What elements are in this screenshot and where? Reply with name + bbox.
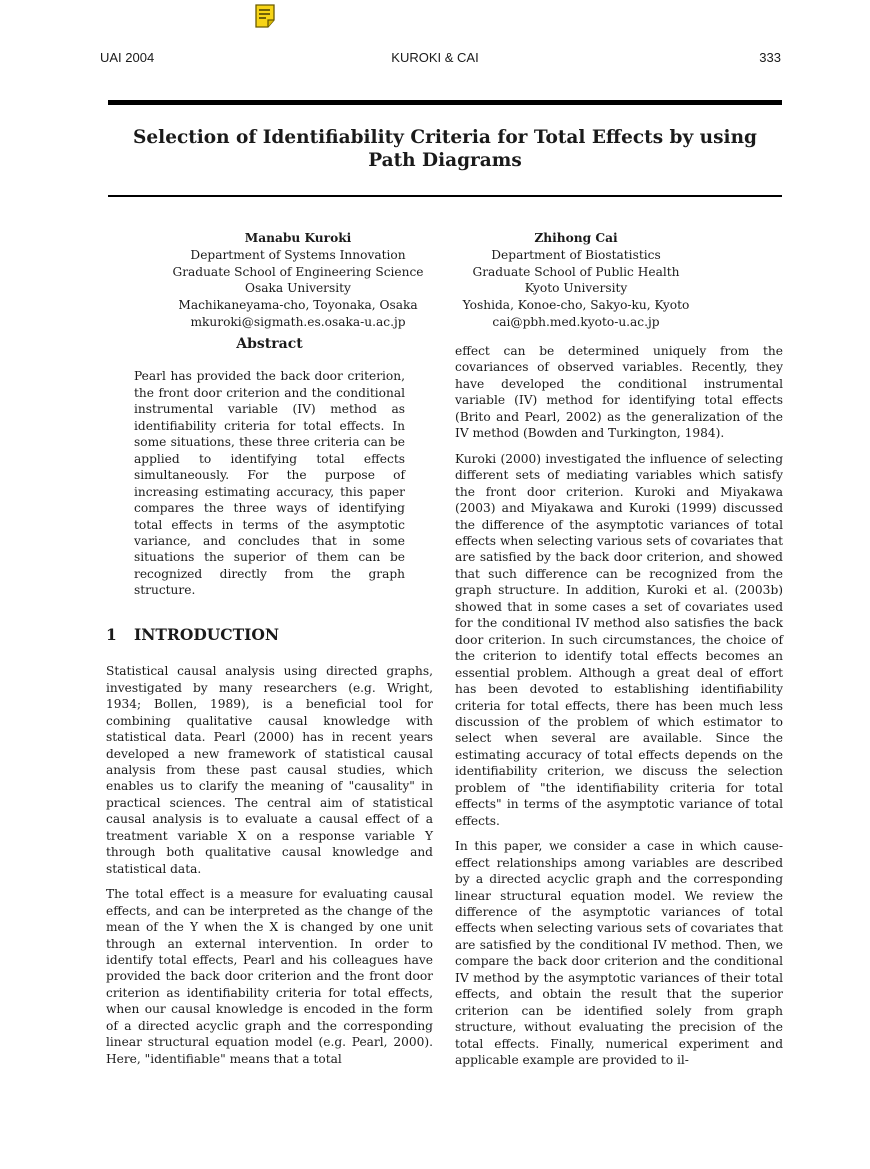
author-affiliation-line: Kyoto University	[524, 281, 628, 296]
paragraph: The total effect is a measure for evaluating causal effects, and can be interpreted as the change of the mean of the Y when the X is changed by one unit through an external intervention. In order to identify total effects, Pearl and his colleagues have provided the back door criterion and the front door criterion as identifiability criteria for total effects, when our causal knowledge is encoded in the form of a directed acyclic graph and the corresponding linear structural equation model (e.g. Pearl, 2000). Here, "identifiable" means that a total	[106, 887, 433, 1066]
author-affiliation-line: Department of Biostatistics	[491, 247, 661, 262]
author-email: mkuroki@sigmath.es.osaka-u.ac.jp	[190, 314, 406, 329]
paragraph: Statistical causal analysis using directed graphs, investigated by many researchers (e.g. Wright, 1934; Bollen, 1989), is a beneficial tool for combining qualitative causal knowledge with statistical data. Pearl (2000) has in recent years developed a new framework of statistical causal analysis from these past causal studies, which enables us to clarify the meaning of "causality" in practical sciences. The central aim of statistical causal analysis is to evaluate a causal effect of a treatment variable X on a response variable Y through both qualitative causal knowledge and statistical data.	[106, 664, 433, 876]
author-affiliation-line: Graduate School of Public Health	[472, 264, 680, 279]
paper-title: Selection of Identifiability Criteria for Total Effects by using Path Diagrams	[133, 127, 757, 171]
title-rule-top	[108, 100, 782, 105]
author-affiliation-line: Osaka University	[245, 281, 351, 296]
running-head-venue: UAI 2004	[100, 50, 155, 65]
author-affiliation-line: Machikaneyama-cho, Toyonaka, Osaka	[178, 298, 418, 313]
author-affiliation-line: Graduate School of Engineering Science	[172, 264, 424, 279]
paragraph: effect can be determined uniquely from the covariances of observed variables. Recently, they have developed the conditional instrumental variable (IV) method for identifying total effects (Brito and Pearl, 2002) as the generalization of the IV method (Bowden and Turkington, 1984).	[455, 344, 783, 441]
author-block-kuroki	[160, 230, 436, 331]
section-number: 1	[106, 624, 117, 644]
author-email: cai@pbh.med.kyoto-u.ac.jp	[492, 314, 660, 329]
abstract-heading: Abstract	[236, 336, 303, 352]
author-affiliation-line: Yoshida, Konoe-cho, Sakyo-ku, Kyoto	[462, 298, 690, 313]
running-head-authors: KUROKI & CAI	[391, 50, 479, 65]
section-title: INTRODUCTION	[134, 624, 280, 644]
author-name: Manabu Kuroki	[244, 231, 352, 245]
right-column	[455, 343, 783, 1077]
author-affiliation-line: Department of Systems Innovation	[190, 247, 406, 262]
left-column	[106, 336, 433, 1076]
note-annotation-icon[interactable]	[254, 3, 276, 29]
page-number: 333	[759, 50, 781, 65]
paragraph: In this paper, we consider a case in which cause-effect relationships among variables are described by a directed acyclic graph and the corresponding linear structural equation model. We review the difference of the asymptotic variances of total effects when selecting various sets of covariates that are satisfied by the conditional IV method. Then, we compare the back door criterion and the conditional IV method by the asymptotic variances of their total effects, and obtain the result that the superior criterion can be identified solely from graph structure, without evaluating the precision of the total effects. Finally, numerical experiment and applicable example are provided to il-	[455, 839, 783, 1068]
title-rule-bottom	[108, 195, 782, 197]
section-heading	[106, 624, 433, 644]
author-name: Zhihong Cai	[534, 231, 618, 245]
paragraph: Kuroki (2000) investigated the influence of selecting different sets of mediating variables which satisfy the front door criterion. Kuroki and Miyakawa (2003) and Miyakawa and Kuroki (1999) discussed the difference of the asymptotic variances of total effects when selecting various sets of covariates that are satisfied by the back door criterion, and showed that such difference can be recognized from the graph structure. In addition, Kuroki et al. (2003b) showed that in some cases a set of covariates used for the conditional IV method also satisfies the back door criterion. In such circumstances, the choice of the criterion to identify total effects becomes an essential problem. Although a great deal of effort has been devoted to establishing identifiability criteria for total effects, there has been much less discussion of the problem of which estimator to select when several are available. Since the estimating accuracy of total effects depends on the identifiability criterion, we discuss the selection problem of "the identifiability criteria for total effects" in terms of the asymptotic variance of total effects.	[455, 451, 783, 828]
author-block-cai	[438, 230, 714, 331]
abstract-body: Pearl has provided the back door criterion, the front door criterion and the conditional instrumental variable (IV) method as identifiability criteria for total effects. In some situations, these three criteria can be applied to identifying total effects simultaneously. For the purpose of increasing estimating accuracy, this paper compares the three ways of identifying total effects in terms of the asymptotic variance, and concludes that in some situations the superior of them can be recognized directly from the graph structure.	[134, 369, 405, 598]
